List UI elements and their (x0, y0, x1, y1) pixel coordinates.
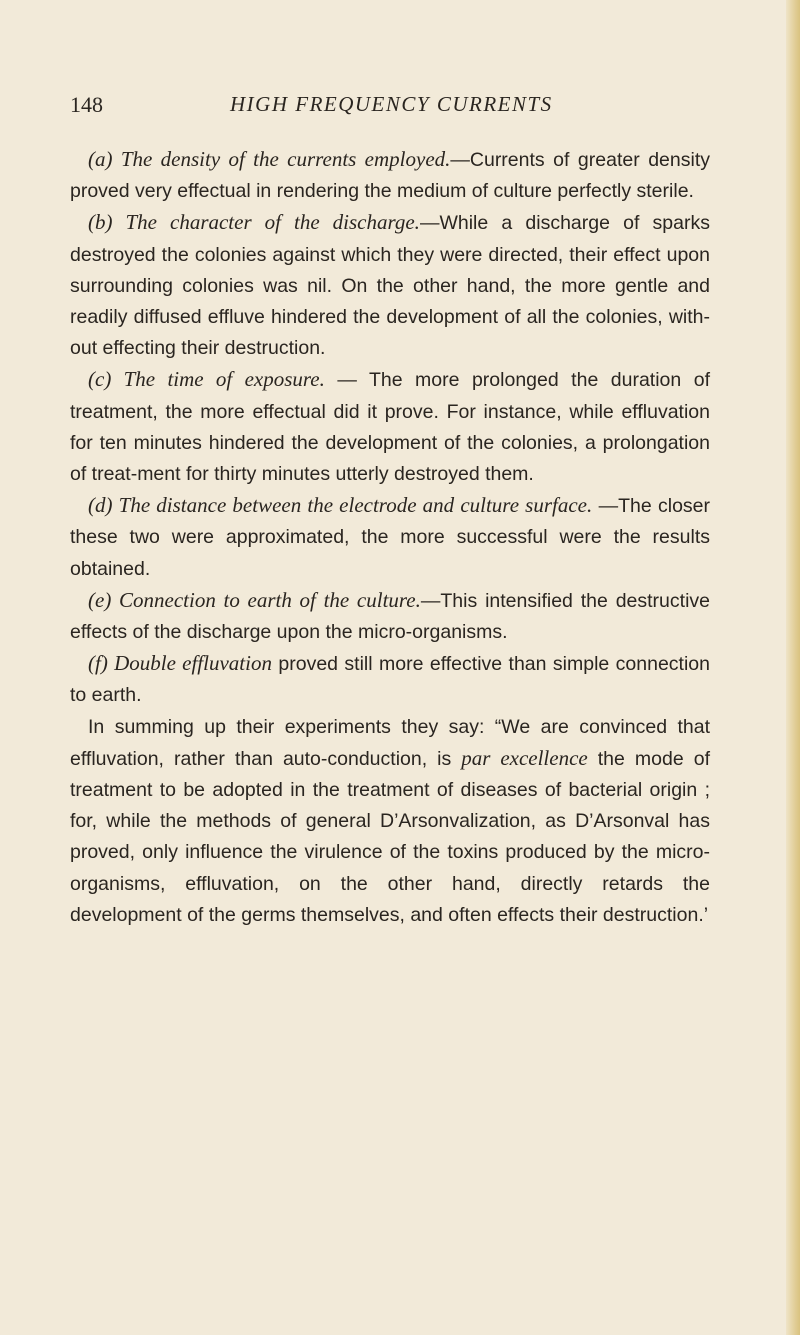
paragraph-f-heading: (f) Double effluvation (88, 651, 272, 676)
paragraph-e-text: —This intensified the destructive effects of the discharge upon the micro-organisms. (70, 589, 710, 644)
paragraph-e-heading: (e) Connection to earth of the culture. (88, 587, 421, 612)
paragraph-a (70, 144, 710, 207)
body-text (70, 144, 710, 931)
running-title: HIGH FREQUENCY CURRENTS (230, 92, 553, 116)
summary-text-after: the mode of treatment to be adopted in the treatment of diseases of bacterial origin ; for, while the methods of general D’Arsonvalization, as D’Arsonval has proved, only influence the virulence of the toxins produced by the micro-organisms, effluvation, on the other hand, directly retards the development of the germs themselves, and often effects their destruction.’ (70, 747, 710, 926)
page-number: 148 (70, 92, 103, 117)
paragraph-d-heading: (d) The distance between the electrode and culture surface. (88, 493, 593, 518)
paragraph-f (70, 648, 710, 711)
paragraph-b-text: —While a discharge of sparks destroyed the colonies against which they were directed, their effect upon surrounding colonies was nil. On the other hand, the more gentle and readily diffused effluve hindered the development of all the colonies, with-out effecting their destruction. (70, 212, 710, 360)
paragraph-a-text: —Currents of greater density proved very effectual in rendering the medium of culture perfectly sterile. (70, 149, 710, 203)
paragraph-e (70, 585, 710, 648)
paragraph-f-text: proved still more effective than simple connection to earth. (70, 653, 710, 707)
paragraph-d (70, 490, 710, 585)
paragraph-c-text: — The more prolonged the duration of treatment, the more effectual did it prove. For instance, while effluvation for ten minutes hindered the development of the colonies, a prolongation of treat-ment for thirty minutes utterly destroyed them. (70, 369, 710, 486)
paragraph-b (70, 207, 710, 364)
paragraph-d-text: —The closer these two were approximated, the more successful were the results obtained. (70, 495, 710, 580)
summary-emphasis: par excellence (461, 745, 588, 770)
paragraph-a-heading: (a) The density of the currents employed. (88, 147, 451, 171)
page-header (70, 92, 710, 122)
summary-text-before: In summing up their experiments they say: “We are convinced that effluvation, rather than auto-conduction, is (70, 715, 710, 770)
paragraph-c-heading: (c) The time of exposure. (88, 367, 325, 392)
paragraph-summary (70, 712, 710, 931)
page-edge (786, 0, 800, 1335)
paragraph-c (70, 364, 710, 490)
paragraph-b-heading: (b) The character of the discharge. (88, 210, 420, 235)
